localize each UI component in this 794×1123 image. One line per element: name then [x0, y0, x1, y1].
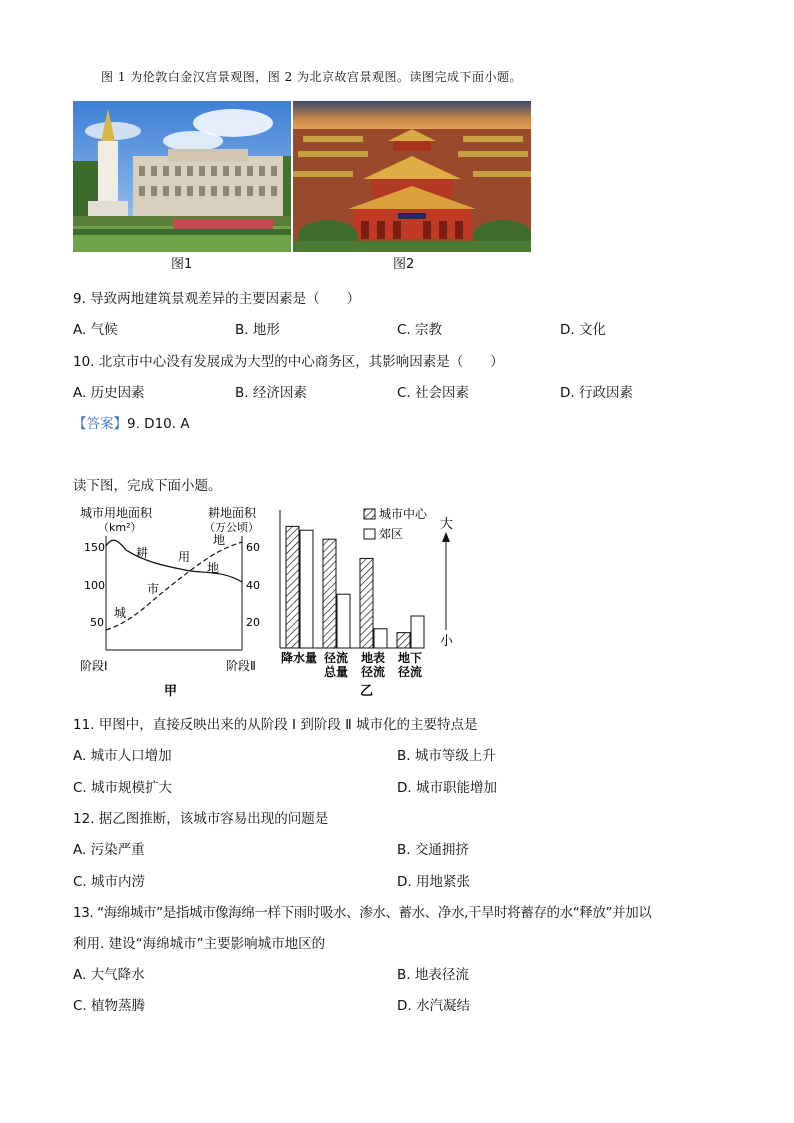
bar-suburb-1: [337, 594, 350, 648]
legend-label-urban: 城市中心: [379, 507, 428, 521]
chart-jia-left-unit: （km²）: [98, 521, 142, 534]
category-label-line2-1: 总量: [323, 665, 349, 679]
q13-option-c[interactable]: C. 植物蒸腾: [73, 998, 146, 1014]
question-13-stem-line-2: 利用. 建设“海绵城市”主要影响城市地区的: [73, 936, 326, 952]
intro-2-text: 读下图，完成下面小题。: [73, 478, 222, 494]
chart-jia-left-label: 城市用地面积: [80, 506, 153, 520]
answer-text: 9. D10. A: [127, 416, 190, 432]
chart-jia-char-yong: 用: [178, 550, 191, 564]
chart-jia-title: 甲: [164, 684, 178, 699]
q11-option-d[interactable]: D. 城市职能增加: [397, 780, 497, 796]
question-10-stem: 10. 北京市中心没有发展成为大型的中心商务区，其影响因素是（ ）: [73, 354, 504, 370]
q13-option-a[interactable]: A. 大气降水: [73, 967, 145, 983]
legend-label-suburb: 郊区: [379, 527, 404, 541]
bar-suburb-3: [411, 616, 424, 648]
chart-jia-stage-2: 阶段Ⅱ: [226, 659, 256, 673]
figure-2-image: [293, 101, 531, 252]
category-label-1: 径流: [323, 651, 349, 665]
q13-option-b[interactable]: B. 地表径流: [397, 967, 469, 983]
chart-jia: [70, 500, 280, 705]
figure-1-caption: 图1: [171, 257, 193, 272]
chart-yi: [276, 500, 472, 705]
q12-option-b[interactable]: B. 交通拥挤: [397, 842, 469, 858]
chart-jia-right-label: 耕地面积: [208, 506, 257, 520]
chart-jia-urban-curve: [106, 542, 242, 630]
chart-yi-axis-top: 大: [440, 517, 454, 532]
chart-jia-left-tick-150: 150: [84, 541, 105, 554]
bar-urban-2: [360, 558, 373, 648]
chart-yi-title: 乙: [360, 684, 374, 699]
q9-option-d[interactable]: D. 文化: [560, 322, 606, 338]
question-13-stem: 13. “海绵城市”是指城市像海绵一样下雨时吸水、渗水、蓄水、净水,干旱时将蓄存的水“释放”并加以: [73, 905, 652, 921]
question-9-stem: 9. 导致两地建筑景观差异的主要因素是（ ）: [73, 291, 361, 307]
chart-jia-char-di2: 地: [207, 561, 220, 575]
figure-2-caption: 图2: [393, 257, 415, 272]
legend-swatch-suburb: [364, 529, 375, 539]
chart-jia-right-tick-40: 40: [246, 579, 260, 592]
chart-jia-right-tick-60: 60: [246, 541, 260, 554]
q10-option-c[interactable]: C. 社会因素: [397, 385, 470, 401]
q9-option-a[interactable]: A. 气候: [73, 322, 118, 338]
q10-option-a[interactable]: A. 历史因素: [73, 385, 145, 401]
chart-jia-char-shi: 市: [147, 582, 160, 596]
q13-option-d[interactable]: D. 水汽凝结: [397, 998, 470, 1014]
chart-jia-char-di1: 地: [213, 533, 226, 547]
q11-option-c[interactable]: C. 城市规模扩大: [73, 780, 173, 796]
question-11-stem: 11. 甲图中，直接反映出来的从阶段 Ⅰ 到阶段 Ⅱ 城市化的主要特点是: [73, 717, 478, 733]
chart-jia-right-tick-20: 20: [246, 616, 260, 629]
bar-urban-1: [323, 539, 336, 648]
q9-option-b[interactable]: B. 地形: [235, 322, 280, 338]
chart-jia-char-cheng: 城: [114, 606, 127, 620]
category-label-2: 地表: [360, 651, 386, 665]
answer-label: 【答案】: [73, 416, 127, 432]
q12-option-c[interactable]: C. 城市内涝: [73, 874, 146, 890]
category-label-line2-2: 径流: [360, 665, 386, 679]
q11-option-a[interactable]: A. 城市人口增加: [73, 748, 172, 764]
figure-1-image: [73, 101, 291, 252]
question-12-stem: 12. 据乙图推断，该城市容易出现的问题是: [73, 811, 329, 827]
q12-option-d[interactable]: D. 用地紧张: [397, 874, 470, 890]
chart-jia-right-unit: （万公顷）: [204, 521, 259, 534]
bar-suburb-0: [300, 530, 313, 648]
chart-jia-char-geng: 耕: [136, 546, 149, 560]
chart-yi-axis-bottom: 小: [440, 634, 454, 649]
q12-option-a[interactable]: A. 污染严重: [73, 842, 145, 858]
q11-option-b[interactable]: B. 城市等级上升: [397, 748, 496, 764]
legend-swatch-urban: [364, 509, 375, 519]
category-label-0: 降水量: [280, 651, 318, 665]
bar-urban-3: [397, 633, 410, 648]
chart-jia-left-tick-100: 100: [84, 579, 105, 592]
bar-urban-0: [286, 526, 299, 648]
category-label-line2-3: 径流: [397, 665, 423, 679]
chart-jia-stage-1: 阶段Ⅰ: [80, 659, 108, 673]
category-label-3: 地下: [397, 651, 423, 665]
q10-option-d[interactable]: D. 行政因素: [560, 385, 633, 401]
chart-yi-arrow-head: [442, 532, 450, 542]
answer-line: [73, 412, 190, 432]
q9-option-c[interactable]: C. 宗教: [397, 322, 443, 338]
intro-text: 图 1 为伦敦白金汉宫景观图，图 2 为北京故宫景观图。读图完成下面小题。: [101, 70, 523, 84]
bar-suburb-2: [374, 629, 387, 648]
q10-option-b[interactable]: B. 经济因素: [235, 385, 307, 401]
chart-jia-left-tick-50: 50: [90, 616, 104, 629]
